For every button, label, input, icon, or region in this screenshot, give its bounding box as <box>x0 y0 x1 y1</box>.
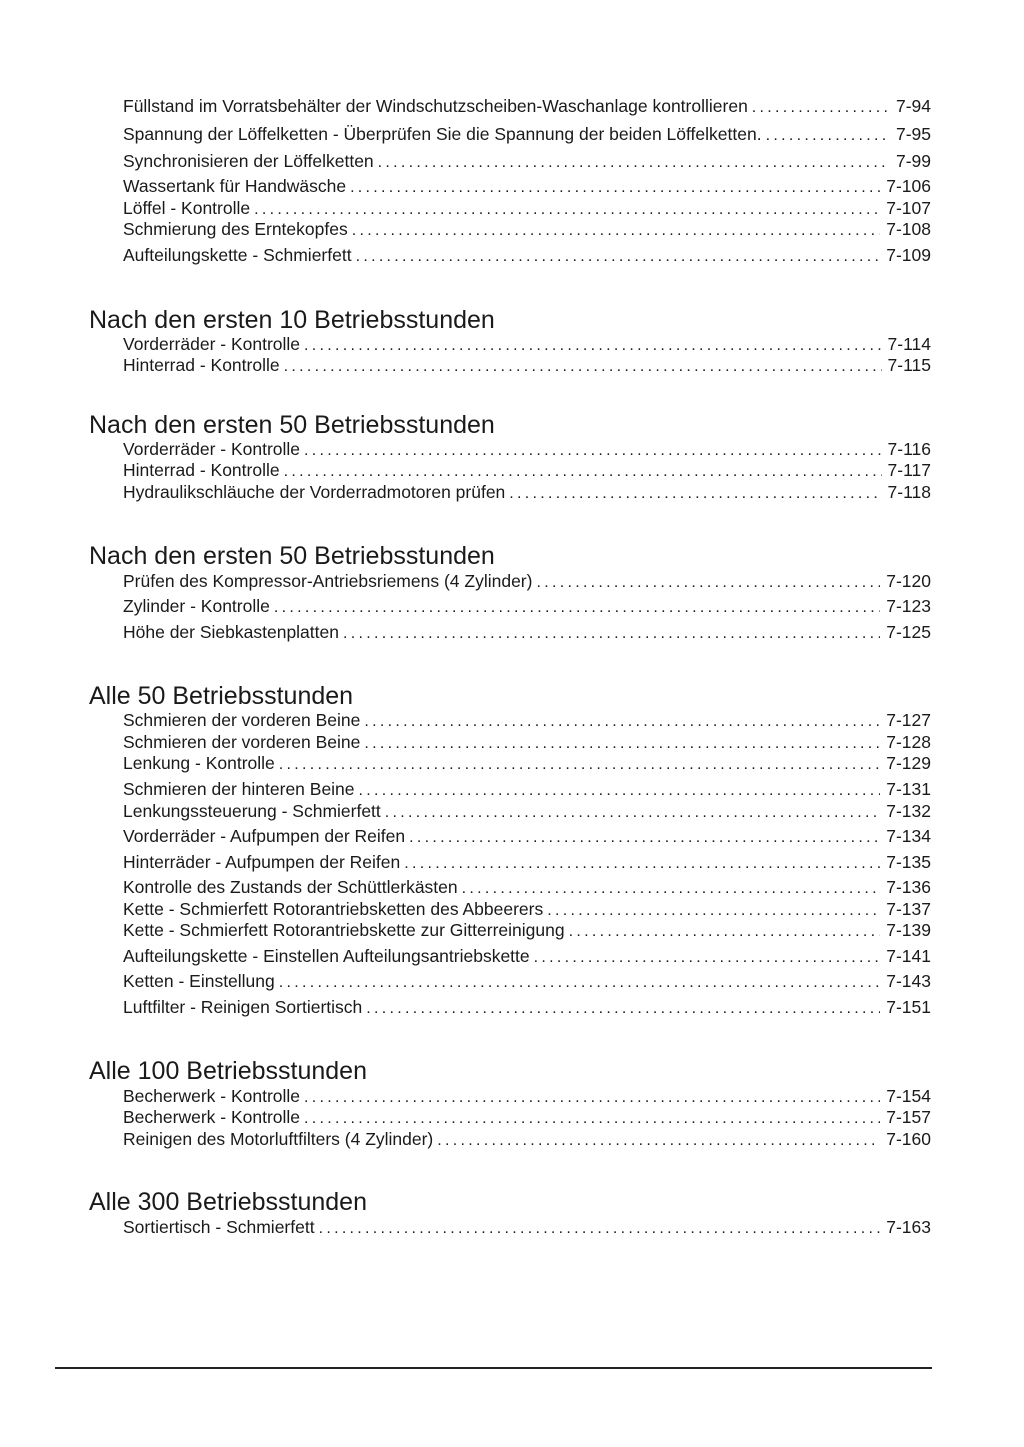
toc-entry-page: 7-134 <box>886 826 931 846</box>
toc-entry[interactable] <box>123 219 931 241</box>
toc-entry[interactable] <box>123 482 931 504</box>
dot-leader <box>547 901 880 921</box>
dot-leader <box>378 153 890 173</box>
toc-entry-title: Schmieren der vorderen Beine <box>123 732 361 752</box>
toc-entry-title: Hinterrad - Kontrolle <box>123 460 280 480</box>
toc-entry[interactable] <box>123 920 931 942</box>
toc-entry[interactable] <box>123 801 931 823</box>
toc-entry-title: Löffel - Kontrolle <box>123 198 251 218</box>
toc-entry-title: Aufteilungskette - Schmierfett <box>123 245 352 265</box>
dot-leader <box>356 247 881 267</box>
dot-leader <box>350 178 880 198</box>
dot-leader <box>437 1131 880 1151</box>
toc-entry[interactable] <box>123 1217 931 1239</box>
dot-leader <box>752 98 890 118</box>
dot-leader <box>409 828 880 848</box>
dot-leader <box>509 484 881 504</box>
toc-entry-page: 7-95 <box>895 124 931 144</box>
toc-entry-page: 7-151 <box>886 997 931 1017</box>
toc-entry-title: Kette - Schmierfett Rotorantriebsketten des Abbeerers <box>123 899 544 919</box>
toc-entry-page: 7-139 <box>886 920 931 940</box>
toc-entry-title: Spannung der Löffelketten - Überprüfen Sie die Spannung der beiden Löffelketten. <box>123 124 762 144</box>
dot-leader <box>304 1109 880 1129</box>
toc-entry-page: 7-120 <box>886 571 931 591</box>
toc-entry-page: 7-94 <box>895 96 931 116</box>
toc-entry-title: Becherwerk - Kontrolle <box>123 1086 301 1106</box>
dot-leader <box>343 624 880 644</box>
toc-entry-title: Prüfen des Kompressor-Antriebsriemens (4 Zylinder) <box>123 571 533 591</box>
toc-entry-title: Ketten - Einstellung <box>123 971 275 991</box>
toc-entry-title: Höhe der Siebkastenplatten <box>123 622 339 642</box>
toc-entry-page: 7-125 <box>886 622 931 642</box>
toc-entry[interactable] <box>123 1129 931 1151</box>
toc-entry-page: 7-129 <box>886 753 931 773</box>
dot-leader <box>304 1088 880 1108</box>
dot-leader <box>304 441 881 461</box>
toc-entry-page: 7-117 <box>887 460 931 480</box>
toc-entry-page: 7-127 <box>886 710 931 730</box>
toc-entry-page: 7-154 <box>886 1086 931 1106</box>
toc-entry-title: Vorderräder - Aufpumpen der Reifen <box>123 826 406 846</box>
toc-entry-page: 7-143 <box>886 971 931 991</box>
toc-entry-page: 7-109 <box>886 245 931 265</box>
toc-entry[interactable] <box>123 439 931 461</box>
section-heading: Alle 300 Betriebsstunden <box>89 1188 367 1216</box>
dot-leader <box>385 803 880 823</box>
toc-entry-page: 7-115 <box>887 355 931 375</box>
toc-entry-title: Aufteilungskette - Einstellen Aufteilungsantriebskette <box>123 946 530 966</box>
toc-entry[interactable] <box>123 899 931 921</box>
dot-leader <box>766 126 890 146</box>
toc-entry-page: 7-157 <box>886 1107 931 1127</box>
toc-entry-page: 7-107 <box>886 198 931 218</box>
toc-entry[interactable] <box>123 176 931 198</box>
toc-entry[interactable] <box>123 753 931 775</box>
toc-entry[interactable] <box>123 826 931 848</box>
dot-leader <box>274 598 880 618</box>
toc-entry[interactable] <box>123 852 931 874</box>
toc-entry[interactable] <box>123 151 931 173</box>
section-heading: Alle 100 Betriebsstunden <box>89 1057 367 1085</box>
toc-entry-page: 7-163 <box>886 1217 931 1237</box>
toc-entry[interactable] <box>123 198 931 220</box>
toc-entry[interactable] <box>123 710 931 732</box>
toc-entry-title: Synchronisieren der Löffelketten <box>123 151 374 171</box>
toc-entry[interactable] <box>123 571 931 593</box>
toc-entry-title: Schmieren der vorderen Beine <box>123 710 361 730</box>
dot-leader <box>359 781 881 801</box>
dot-leader <box>254 200 880 220</box>
dot-leader <box>364 712 880 732</box>
toc-entry-title: Luftfilter - Reinigen Sortiertisch <box>123 997 363 1017</box>
toc-entry-page: 7-123 <box>886 596 931 616</box>
toc-entry-title: Hinterrad - Kontrolle <box>123 355 280 375</box>
dot-leader <box>284 357 882 377</box>
dot-leader <box>364 734 880 754</box>
toc-entry-title: Wassertank für Handwäsche <box>123 176 347 196</box>
dot-leader <box>404 854 880 874</box>
toc-entry[interactable] <box>123 334 931 356</box>
toc-entry[interactable] <box>123 779 931 801</box>
toc-entry-title: Sortiertisch - Schmierfett <box>123 1217 315 1237</box>
dot-leader <box>462 879 881 899</box>
dot-leader <box>279 755 880 775</box>
toc-entry[interactable] <box>123 460 931 482</box>
toc-entry-page: 7-141 <box>886 946 931 966</box>
toc-entry[interactable] <box>123 1107 931 1129</box>
toc-entry-page: 7-137 <box>886 899 931 919</box>
section-heading: Nach den ersten 50 Betriebsstunden <box>89 411 495 439</box>
toc-entry[interactable] <box>123 245 931 267</box>
dot-leader <box>304 336 881 356</box>
toc-entry[interactable] <box>123 877 931 899</box>
dot-leader <box>534 948 881 968</box>
toc-entry-title: Becherwerk - Kontrolle <box>123 1107 301 1127</box>
dot-leader <box>284 462 882 482</box>
section-heading: Nach den ersten 50 Betriebsstunden <box>89 542 495 570</box>
toc-entry[interactable] <box>123 946 931 968</box>
dot-leader <box>569 922 881 942</box>
toc-entry-page: 7-136 <box>886 877 931 897</box>
toc-entry[interactable] <box>123 124 931 146</box>
toc-entry-page: 7-132 <box>886 801 931 821</box>
toc-entry[interactable] <box>123 596 931 618</box>
footer-divider <box>55 1367 932 1369</box>
toc-entry-title: Lenkungssteuerung - Schmierfett <box>123 801 381 821</box>
dot-leader <box>536 573 880 593</box>
toc-entry-page: 7-99 <box>895 151 931 171</box>
toc-entry[interactable] <box>123 997 931 1019</box>
toc-entry-page: 7-160 <box>886 1129 931 1149</box>
toc-entry-page: 7-114 <box>887 334 931 354</box>
toc-entry[interactable] <box>123 732 931 754</box>
toc-entry[interactable] <box>123 355 931 377</box>
toc-entry-title: Reinigen des Motorluftfilters (4 Zylinder) <box>123 1129 434 1149</box>
toc-entry-title: Lenkung - Kontrolle <box>123 753 275 773</box>
toc-entry-page: 7-106 <box>886 176 931 196</box>
toc-entry[interactable] <box>123 971 931 993</box>
toc-entry-title: Hydraulikschläuche der Vorderradmotoren prüfen <box>123 482 506 502</box>
toc-entry-title: Schmieren der hinteren Beine <box>123 779 355 799</box>
dot-leader <box>279 973 880 993</box>
toc-entry[interactable] <box>123 96 931 118</box>
toc-entry-page: 7-131 <box>886 779 931 799</box>
section-heading: Alle 50 Betriebsstunden <box>89 682 354 710</box>
section-heading: Nach den ersten 10 Betriebsstunden <box>89 306 495 334</box>
toc-entry[interactable] <box>123 622 931 644</box>
toc-entry-title: Vorderräder - Kontrolle <box>123 439 301 459</box>
dot-leader <box>352 221 881 241</box>
toc-entry-title: Zylinder - Kontrolle <box>123 596 270 616</box>
toc-entry-page: 7-135 <box>886 852 931 872</box>
toc-entry-title: Schmierung des Erntekopfes <box>123 219 348 239</box>
dot-leader <box>366 999 880 1019</box>
toc-entry-title: Kette - Schmierfett Rotorantriebskette zur Gitterreinigung <box>123 920 565 940</box>
toc-entry-title: Füllstand im Vorratsbehälter der Windschutzscheiben-Waschanlage kontrollieren <box>123 96 748 116</box>
toc-entry-title: Vorderräder - Kontrolle <box>123 334 301 354</box>
toc-entry-page: 7-118 <box>887 482 931 502</box>
toc-entry-page: 7-116 <box>887 439 931 459</box>
toc-entry-page: 7-108 <box>886 219 931 239</box>
toc-entry-title: Kontrolle des Zustands der Schüttlerkästen <box>123 877 458 897</box>
dot-leader <box>319 1219 881 1239</box>
toc-entry-title: Hinterräder - Aufpumpen der Reifen <box>123 852 401 872</box>
toc-entry-page: 7-128 <box>886 732 931 752</box>
toc-entry[interactable] <box>123 1086 931 1108</box>
